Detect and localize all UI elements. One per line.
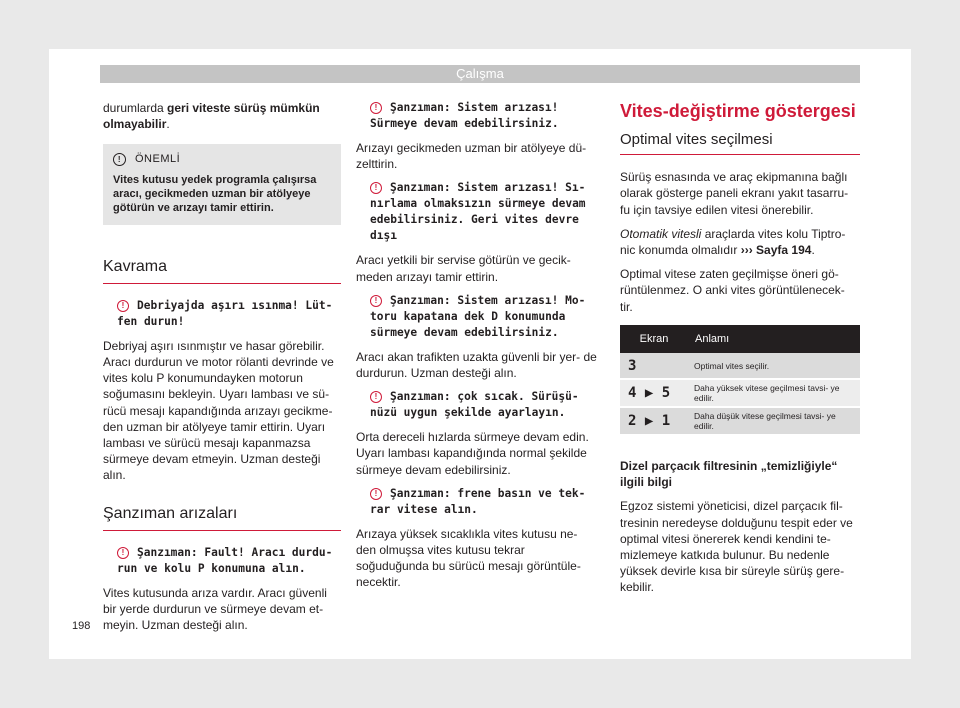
driver-message: ! Şanzıman: Sistem arızası! Mo- toru kapatana dek D konumunda sürmeye devam edebilirsiniz.: [370, 293, 586, 339]
gear-display: 3: [620, 353, 688, 379]
gear-meaning: Optimal vites seçilir.: [688, 353, 860, 379]
driver-message: ! Şanzıman: Fault! Aracı durdu- run ve kolu P konumuna alın.: [117, 545, 333, 575]
warning-icon: !: [370, 182, 382, 194]
paragraph: Vites kutusunda arıza vardır. Aracı güvenli bir yerde durdurun ve sürmeye devam et- meyin. Uzman desteği alın.: [103, 585, 327, 633]
warning-icon: !: [370, 488, 382, 500]
paragraph: Orta dereceli hızlarda sürmeye devam edin. Uyarı lambası kapandığında normal şekilde sürmeye devam edebilirsiniz.: [356, 430, 589, 477]
heading-kavrama: Kavrama: [103, 259, 341, 284]
paragraph: Arızaya yüksek sıcaklıkla vites kutusu ne- den olmuşsa vites kutusu tekrar soğuduğunda bu sürücü mesajı görüntüle- necektir.: [356, 526, 581, 590]
gear-table: [620, 325, 860, 436]
driver-message: ! Şanzıman: frene basın ve tek- rar vitese alın.: [370, 486, 586, 516]
subsection-title: Optimal vites seçilmesi: [620, 132, 860, 155]
page-number: 198: [72, 620, 91, 632]
subheading: Dizel parçacık filtresinin „temizliğiyle“ ilgili bilgi: [620, 459, 838, 490]
driver-message: ! Şanzıman: Sistem arızası! Sürmeye devam edebilirsiniz.: [370, 101, 559, 130]
paragraph: Sürüş esnasında ve araç ekipmanına bağlı olarak gösterge paneli ekranı yakıt tasarru- fu için tavsiye edilen vitesi önerebilir.: [620, 170, 849, 217]
table-row: [620, 407, 860, 435]
driver-message: ! Şanzıman: Sistem arızası! Sı- nırlama olmaksızın sürmeye devam edebilirsiniz. Geri vites devre dışı: [370, 181, 586, 243]
paragraph: Aracı yetkili bir servise götürün ve gecik- meden arızayı tamir ettirin.: [356, 253, 571, 284]
warning-icon: !: [117, 547, 129, 559]
note-text: Vites kutusu yedek programla çalışırsa aracı, gecikmeden uzman bir atölyeye götürün ve arızayı tamir ettirin.: [113, 173, 317, 214]
paragraph: Optimal vitese zaten geçilmişse öneri gö- rüntülenmez. O anki vites görüntülenecek- tir.: [620, 267, 845, 314]
gear-display: 4 ▶ 5: [620, 379, 688, 407]
column-right: [620, 100, 860, 604]
paragraph: Otomatik vitesli araçlarda vites kolu Tiptro- nic konumda olmalıdır ››› Sayfa 194.: [620, 226, 846, 258]
paragraph: Aracı akan trafikten uzakta güvenli bir yer- de durdurun. Uzman desteği alın.: [356, 349, 597, 381]
paragraph: Egzoz sistemi yöneticisi, dizel parçacık fil- tresinin neredeyse dolduğunu tespit eder ve optimal vitesi önererek kendi kendini te- mizlemeye katkıda bulunur. Bu nedenle yüksek devirle kısa bir süreyle sürüş gere- kebilir.: [620, 499, 853, 595]
table-row: [620, 353, 860, 379]
page-link[interactable]: ››› Sayfa 194: [740, 243, 812, 258]
warning-icon: !: [370, 295, 382, 307]
column-middle: [356, 100, 600, 599]
column-left: [103, 100, 341, 641]
paragraph: Debriyaj aşırı ısınmıştır ve hasar görebilir. Aracı durdurun ve motor rölanti devrinde ve vites kolu P konumundayken motorun soğumasını bekleyin. Uyarı lambası ve sü- rücü mesajı kapandığında arızayı gecikme- den uzman bir atölyeye tamir ettirin. Uyarı lambası ve sürücü mesajı kapanmazsa sürmeye devam etmeyin. Uzman desteği alın.: [103, 338, 334, 483]
warning-icon: !: [370, 391, 382, 403]
warning-icon: !: [117, 300, 129, 312]
paragraph: Arızayı gecikmeden uzman bir atölyeye dü- zelttirin.: [356, 141, 587, 172]
warning-icon: !: [370, 102, 382, 114]
info-icon: !: [113, 153, 126, 166]
section-title: Vites-değiştirme göstergesi: [620, 101, 856, 121]
heading-sanziman: Şanzıman arızaları: [103, 506, 341, 531]
note-label: ÖNEMLİ: [135, 153, 181, 166]
driver-message: ! Şanzıman: çok sıcak. Sürüşü- nüzü uygun şekilde ayarlayın.: [370, 390, 579, 420]
section-header: Çalışma: [100, 65, 860, 83]
gear-display: 2 ▶ 1: [620, 407, 688, 435]
driver-message: ! Debriyajda aşırı ısınma! Lüt- fen durun!: [117, 298, 333, 328]
intro-paragraph: durumlarda geri viteste sürüş mümkün olmayabilir.: [103, 101, 320, 132]
table-header: Anlamı: [688, 325, 860, 353]
table-header: Ekran: [620, 325, 688, 353]
gear-meaning: Daha düşük vitese geçilmesi tavsi- ye edilir.: [688, 407, 860, 435]
important-note: [103, 144, 341, 224]
table-row: [620, 379, 860, 407]
gear-meaning: Daha yüksek vitese geçilmesi tavsi- ye edilir.: [688, 379, 860, 407]
